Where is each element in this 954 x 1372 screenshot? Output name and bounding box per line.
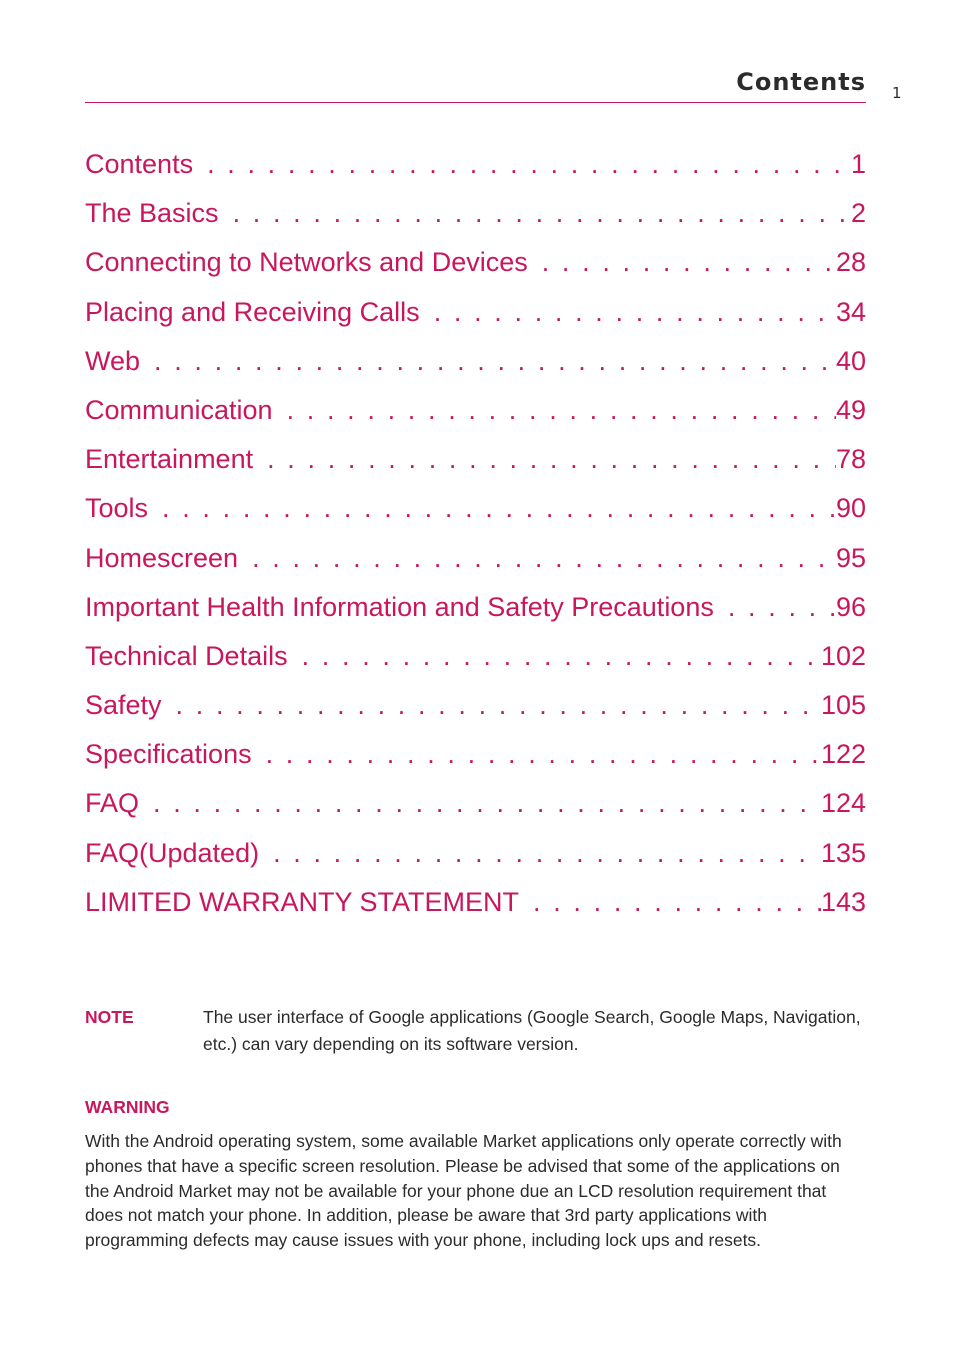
note-label: NOTE xyxy=(85,1007,134,1027)
toc-entry-faq[interactable] xyxy=(85,779,866,828)
toc-entry-title: Technical Details xyxy=(85,640,288,671)
toc-entry-title: Safety xyxy=(85,690,162,721)
toc-entry-page: 90 xyxy=(835,493,866,524)
page-title: Contents xyxy=(736,68,866,96)
toc-entry-page: 102 xyxy=(820,640,866,671)
toc-entry-title: Tools xyxy=(85,493,149,524)
warning-text: With the Android operating system, some available Market applications only operate correctly with phones that have a specific screen resolution. Please be advised that some of the applications on the Android Market may not be available for your phone due an LCD resolution requirement that does not match your phone. In addition, please be aware that 3rd party applications with programming defects may cause issues with your phone, including lock ups and resets. xyxy=(85,1131,842,1251)
toc-entry-homescreen[interactable] xyxy=(85,534,866,583)
toc-entry-health-safety[interactable] xyxy=(85,583,866,632)
toc-entry-communication[interactable] xyxy=(85,386,866,435)
toc-entry-page: 124 xyxy=(820,788,866,819)
toc-entry-technical-details[interactable] xyxy=(85,632,866,681)
toc-leader-dots xyxy=(434,288,836,337)
toc-entry-contents[interactable] xyxy=(85,140,866,189)
toc-entry-connecting-to-networks[interactable] xyxy=(85,238,866,287)
note-text: The user interface of Google applications (Google Search, Google Maps, Navigation, etc.) can vary depending on its software version. xyxy=(203,1007,861,1054)
toc-entry-tools[interactable] xyxy=(85,484,866,533)
toc-entry-page: 1 xyxy=(850,149,866,179)
page-number: 1 xyxy=(892,84,902,102)
toc-entry-page: 28 xyxy=(835,247,866,278)
note-block xyxy=(85,1004,866,1058)
toc-entry-title: Connecting to Networks and Devices xyxy=(85,247,528,278)
toc-entry-title: Web xyxy=(85,345,141,376)
toc-entry-title: LIMITED WARRANTY STATEMENT xyxy=(85,886,520,917)
toc-entry-page: 96 xyxy=(835,591,866,622)
toc-leader-dots xyxy=(154,337,836,386)
toc-leader-dots xyxy=(728,583,836,632)
toc-entry-page: 40 xyxy=(835,345,866,376)
toc-entry-safety[interactable] xyxy=(85,681,866,730)
toc-leader-dots xyxy=(233,189,851,238)
toc-entry-specifications[interactable] xyxy=(85,730,866,779)
toc-leader-dots xyxy=(266,730,821,779)
toc-entry-title: FAQ(Updated) xyxy=(85,837,260,868)
toc-entry-page: 122 xyxy=(820,739,866,770)
toc-entry-title: Homescreen xyxy=(85,542,239,573)
toc-leader-dots xyxy=(287,386,836,435)
toc-entry-page: 34 xyxy=(835,296,866,327)
toc-entry-page: 143 xyxy=(820,886,866,917)
toc-leader-dots xyxy=(542,238,836,287)
toc-entry-title: Entertainment xyxy=(85,444,254,475)
toc-entry-title: Specifications xyxy=(85,739,252,770)
toc-entry-placing-receiving-calls[interactable] xyxy=(85,288,866,337)
toc-entry-web[interactable] xyxy=(85,337,866,386)
header-divider xyxy=(85,102,866,103)
toc-leader-dots xyxy=(302,632,821,681)
toc-entry-faq-updated[interactable] xyxy=(85,829,866,878)
toc-entry-page: 95 xyxy=(835,542,866,573)
toc-leader-dots xyxy=(162,484,836,533)
toc-leader-dots xyxy=(267,435,836,484)
toc-leader-dots xyxy=(252,534,836,583)
toc-entry-title: Important Health Information and Safety Precautions xyxy=(85,591,714,622)
toc-entry-page: 78 xyxy=(835,444,866,475)
toc-entry-page: 135 xyxy=(820,837,866,868)
toc-entry-page: 105 xyxy=(820,690,866,721)
toc-leader-dots xyxy=(273,829,821,878)
warning-heading: WARNING xyxy=(85,1097,170,1117)
toc-entry-title: Communication xyxy=(85,394,273,425)
toc-entry-title: Placing and Receiving Calls xyxy=(85,296,420,327)
toc-entry-limited-warranty[interactable] xyxy=(85,878,866,927)
toc-entry-title: Contents xyxy=(85,149,194,179)
toc-leader-dots xyxy=(207,140,851,189)
toc-entry-page: 49 xyxy=(835,394,866,425)
toc-entry-title: The Basics xyxy=(85,198,219,229)
toc-leader-dots xyxy=(176,681,821,730)
toc-entry-page: 2 xyxy=(850,198,866,229)
toc-leader-dots xyxy=(533,878,821,927)
toc-entry-title: FAQ xyxy=(85,788,140,819)
toc-entry-entertainment[interactable] xyxy=(85,435,866,484)
toc-leader-dots xyxy=(153,779,821,828)
toc-entry-the-basics[interactable] xyxy=(85,189,866,238)
table-of-contents xyxy=(85,140,866,927)
